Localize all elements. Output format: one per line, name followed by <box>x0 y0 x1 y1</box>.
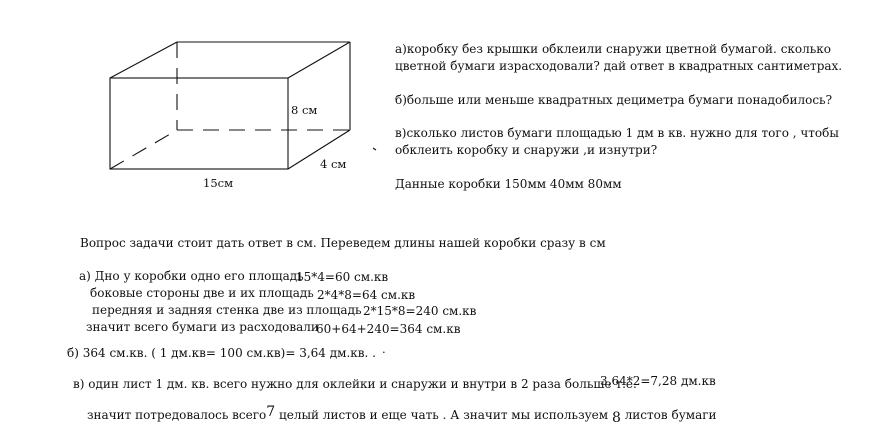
solution-c2-before: значит потредовалось всего <box>87 408 267 422</box>
box-top-left-edge <box>110 42 177 78</box>
task-c-line1: в)сколько листов бумаги площадью 1 дм в кв. нужно для того , чтобы <box>395 126 839 140</box>
solution-c2-num1: 7 <box>266 404 276 420</box>
solution-intro: Вопрос задачи стоит дать ответ в см. Переведем длины нашей коробки сразу в см <box>80 236 606 250</box>
solution-c-text: в) один лист 1 дм. кв. всего нужно для оклейки и снаружи и внутри в 2 раза больше т.е. <box>73 377 637 391</box>
solution-a3-calc: 2*15*8=240 см.кв <box>363 304 477 318</box>
task-b-line: б)больше или меньше квадратных дециметра бумаги понадобилось? <box>395 93 833 107</box>
solution-a4-calc: 60+64+240=364 см.кв <box>316 322 461 336</box>
solution-a1-text: а) Дно у коробки одно его площадь <box>79 269 304 283</box>
depth-label: 4 см <box>320 157 347 171</box>
solution-a1-calc: 15*4=60 см.кв <box>296 270 389 284</box>
task-c-line2: обклеить коробку и снаружи ,и изнутри? <box>395 143 658 157</box>
box-top-right-edge <box>288 42 350 78</box>
box-hidden-diagonal-edge <box>110 130 177 169</box>
solution-b-text: б) 364 см.кв. ( 1 дм.кв= 100 см.кв)= 3,64 дм.кв. . <box>67 346 376 360</box>
box-front-face <box>110 78 288 169</box>
height-label: 8 см <box>291 103 318 117</box>
solution-a2-text: боковые стороны две и их площадь <box>90 286 314 300</box>
solution-a4-text: значит всего бумаги из расходовали <box>86 320 319 334</box>
solution-a3-text: передняя и задняя стенка две из площадь <box>92 303 362 317</box>
task-a-line1: а)коробку без крышки обклеили снаружи цветной бумагой. сколько <box>395 42 832 56</box>
solution-c2-middle: целый листов и еще чать . А значит мы используем <box>279 408 609 422</box>
solution-c2-after: листов бумаги <box>624 408 717 422</box>
solution-c2-num2: 8 <box>611 410 621 426</box>
length-label: 15см <box>203 176 234 190</box>
solution-c-calc: 3,64*2=7,28 дм.кв <box>600 374 716 388</box>
stray-dot: . <box>382 342 386 356</box>
box-dimensions: Данные коробки 150мм 40мм 80мм <box>395 177 622 191</box>
solution-a2-calc: 2*4*8=64 см.кв <box>317 288 416 302</box>
stray-mark <box>373 148 376 150</box>
solution-c2-line <box>87 404 717 426</box>
task-a-line2: цветной бумаги израсходовали? дай ответ в квадратных сантиметрах. <box>395 59 843 73</box>
